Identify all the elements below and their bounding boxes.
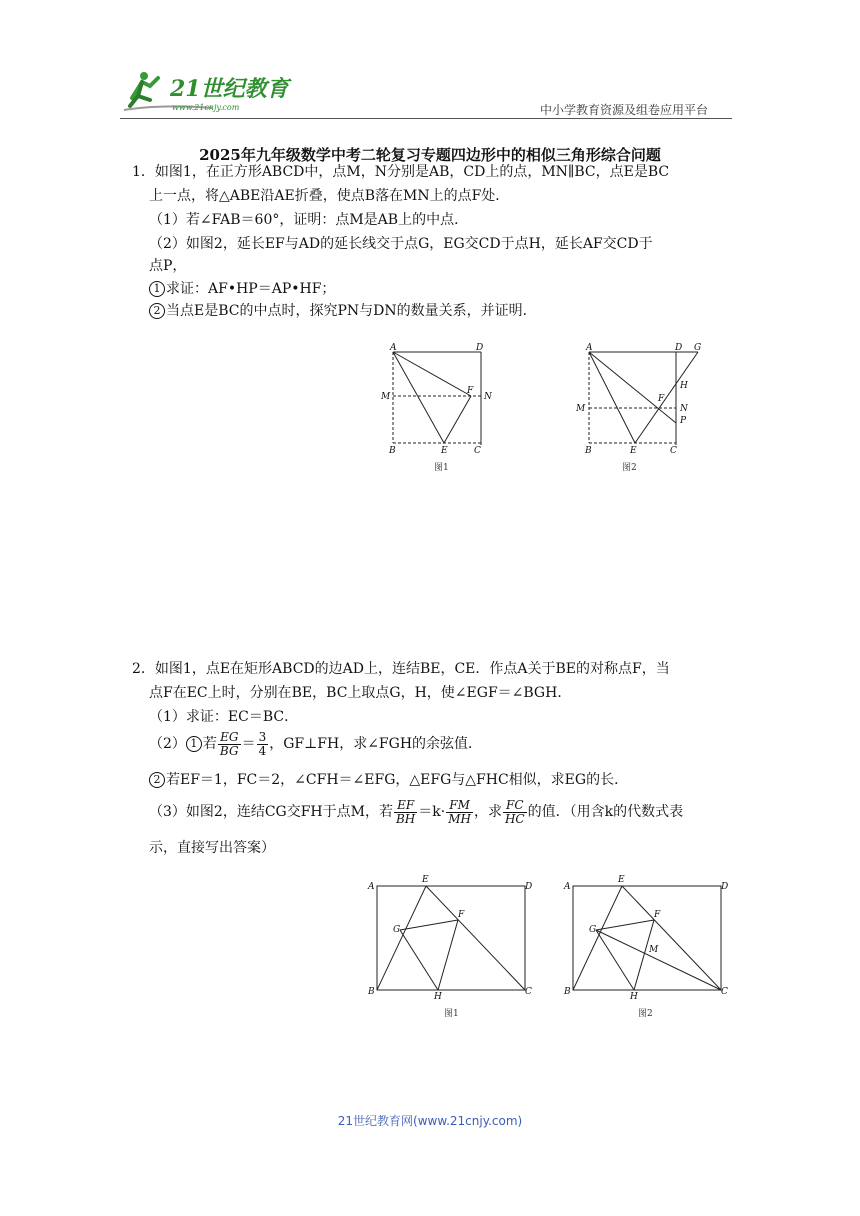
q2-line-1: 2．如图1，点E在矩形ABCD的边AD上，连结BE，CE．作点A关于BE的对称点F，当	[132, 661, 670, 677]
site-logo	[122, 66, 292, 116]
text-segment: ，求	[473, 804, 502, 820]
text-segment: ，GF⊥FH，求∠FGH的余弦值．	[269, 736, 483, 752]
numerator: 3	[258, 729, 267, 744]
fig-label: F	[458, 910, 465, 920]
fraction-fm-mh	[446, 799, 473, 826]
fig-label: G	[694, 343, 702, 353]
fig-label: E	[630, 446, 637, 456]
numerator: FM	[446, 799, 473, 813]
q1-line-2: 上一点，将△ABE沿AE折叠，使点B落在MN上的点F处．	[149, 188, 510, 204]
q1-sub-2	[149, 301, 537, 321]
fig-label: F	[654, 910, 661, 920]
fig-label: B	[564, 987, 571, 997]
fig-label: D	[476, 343, 484, 353]
denominator: MH	[448, 811, 471, 826]
q1-sub-2-text: 当点E是BC的中点时，探究PN与DN的数量关系，并证明．	[166, 303, 537, 319]
fig-label: C	[474, 446, 481, 456]
fig-label: C	[721, 987, 728, 997]
fig-label: B	[389, 446, 396, 456]
figure-caption: 图2	[622, 463, 637, 473]
q1-line-5: 点P，	[149, 258, 187, 274]
q1-sub-1	[149, 279, 335, 299]
fig-label: A	[368, 882, 375, 892]
text-segment: 的值．（用含k的代数式表	[527, 804, 684, 820]
numerator: FC	[503, 799, 527, 813]
fig-label: E	[618, 875, 625, 885]
circled-number: 1	[149, 281, 165, 297]
fig-label: D	[675, 343, 683, 353]
fig-label: M	[649, 945, 659, 955]
text-segment: 若EF＝1，FC＝2，∠CFH＝∠EFG，△EFG与△FHC相似，求EG的长．	[166, 772, 629, 788]
denominator: BG	[219, 743, 239, 758]
fig-label: C	[670, 446, 677, 456]
q2-figure-2	[560, 870, 740, 1022]
fraction-eg-bg	[218, 731, 241, 758]
fig-label: P	[680, 416, 687, 426]
fig-label: F	[658, 394, 665, 404]
numerator: EF	[394, 799, 417, 813]
fig-label: H	[630, 992, 638, 1002]
denominator: BH	[395, 811, 416, 826]
fig-label: G	[393, 925, 401, 935]
platform-tagline: 中小学教育资源及组卷应用平台	[540, 103, 709, 117]
fraction-3-4	[257, 731, 269, 758]
logo-url: www.21cnjy.com	[172, 103, 240, 112]
fig-label: G	[589, 925, 597, 935]
denominator: 4	[258, 743, 267, 758]
text-segment: 若	[202, 736, 217, 752]
q1-figure-2	[572, 338, 712, 478]
fig-label: H	[434, 992, 442, 1002]
fig-label: B	[368, 987, 375, 997]
q1-sub-1-text: 求证：AF•HP＝AP•HF；	[166, 281, 336, 297]
footer-link[interactable]: 21世纪教育网(www.21cnjy.com)	[337, 1114, 523, 1128]
q1-line-1: 1．如图1，在正方形ABCD中，点M，N分别是AB，CD上的点，MN∥BC，点E是BC	[132, 164, 670, 180]
header-divider	[120, 118, 732, 119]
q2-part-3	[149, 797, 683, 827]
fig-label: E	[441, 446, 448, 456]
fig-label: A	[390, 343, 397, 353]
fig-label: A	[586, 343, 593, 353]
figure-caption: 图1	[444, 1009, 459, 1019]
q2-part-2-sub-1	[149, 729, 482, 759]
q2-part-1: （1）求证：EC＝BC．	[149, 709, 299, 725]
fig-label: M	[381, 392, 391, 402]
text-segment: ＝	[241, 736, 256, 752]
q2-part-2-sub-2	[149, 770, 628, 790]
fraction-ef-bh	[394, 799, 417, 826]
logo-text: 21世纪教育	[170, 76, 289, 102]
figure-caption: 图2	[638, 1009, 653, 1019]
fig-label: N	[484, 392, 492, 402]
q1-part-2: （2）如图2，延长EF与AD的延长线交于点G，EG交CD于点H，延长AF交CD于	[149, 236, 653, 252]
text-segment: （3）如图2，连结CG交FH于点M，若	[149, 804, 393, 820]
fig-label: F	[467, 386, 474, 396]
text-segment: ＝k·	[418, 804, 446, 820]
denominator: HC	[504, 811, 525, 826]
fig-label: E	[422, 875, 429, 885]
q1-part-1: （1）若∠FAB＝60°，证明：点M是AB上的中点．	[149, 212, 469, 228]
circled-number: 2	[149, 303, 165, 319]
fig-label: H	[680, 381, 688, 391]
fig-label: D	[721, 882, 729, 892]
page-title: 2025年九年级数学中考二轮复习专题四边形中的相似三角形综合问题	[199, 146, 661, 164]
figure-caption: 图1	[434, 463, 449, 473]
fig-label: B	[585, 446, 592, 456]
fig-label: N	[680, 404, 688, 414]
fig-label: D	[525, 882, 533, 892]
q2-line-2: 点F在EC上时，分别在BE，BC上取点G，H，使∠EGF＝∠BGH．	[149, 685, 572, 701]
circled-number: 2	[149, 772, 165, 788]
q2-figure-1	[364, 870, 539, 1022]
fig-label: M	[576, 404, 586, 414]
part-label: （2）	[149, 736, 186, 752]
fig-label: A	[564, 882, 571, 892]
fraction-fc-hc	[503, 799, 527, 826]
q1-figure-1	[376, 338, 496, 478]
circled-number: 1	[186, 736, 202, 752]
q2-line-7: 示，直接写出答案）	[149, 840, 275, 856]
numerator: EG	[218, 731, 241, 745]
fig-label: C	[525, 987, 532, 997]
